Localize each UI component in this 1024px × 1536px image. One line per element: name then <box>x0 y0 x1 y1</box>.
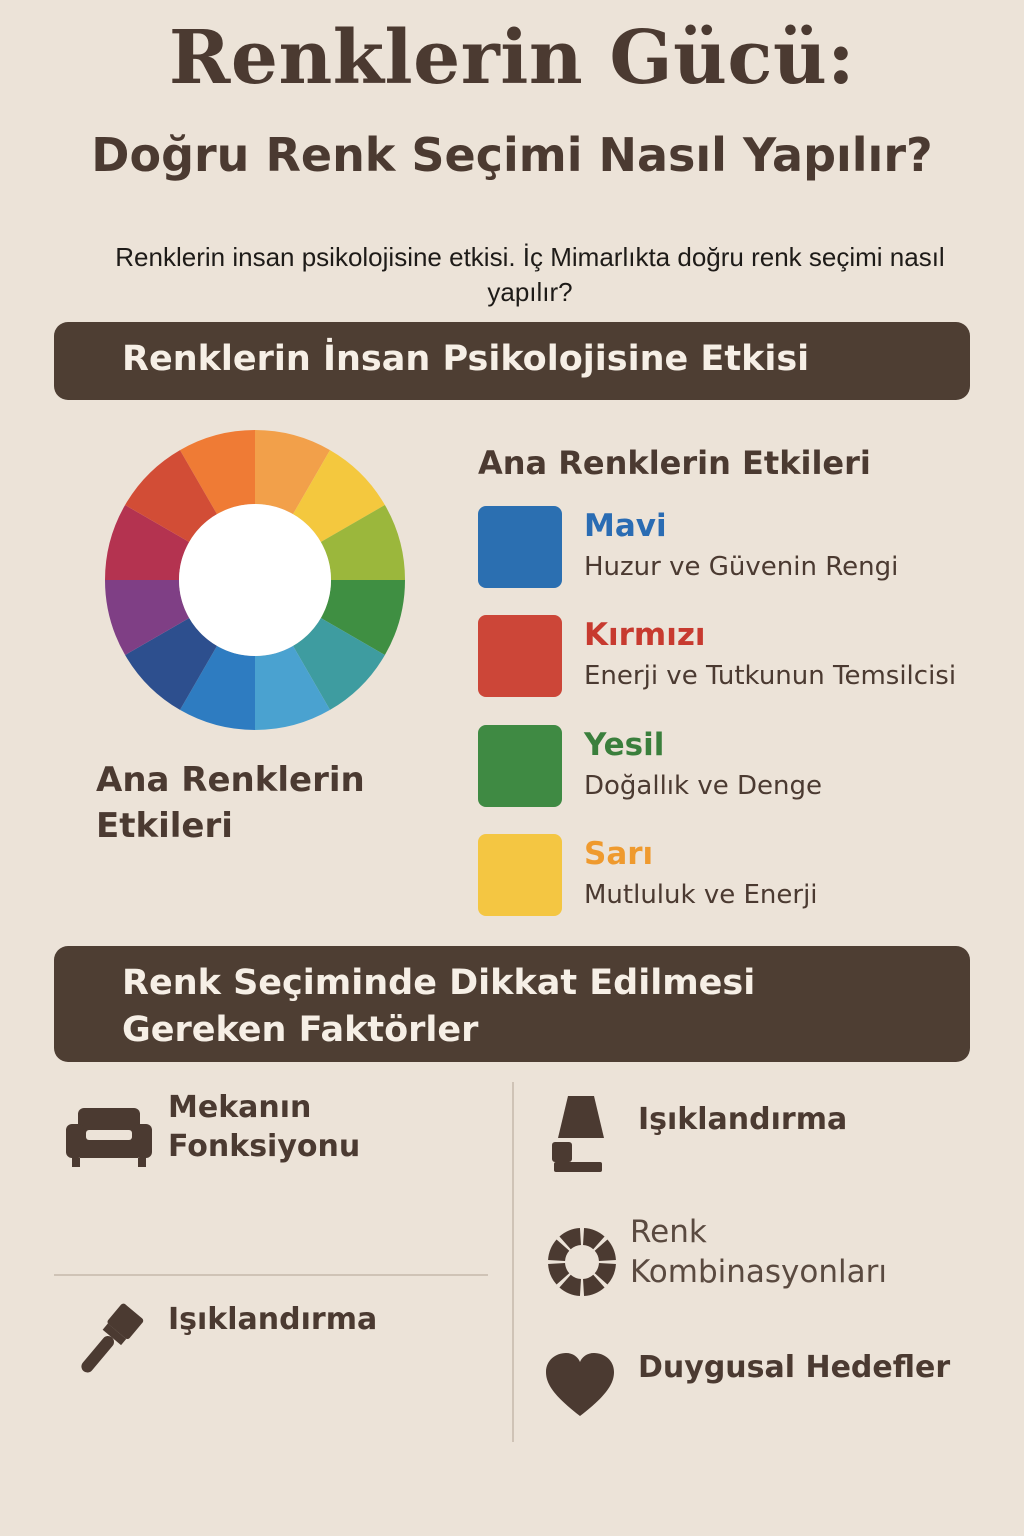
wheel-caption: Ana Renklerin Etkileri <box>96 760 365 846</box>
factor-space-function <box>168 1088 360 1166</box>
legend-item-green <box>478 725 998 809</box>
factor-lighting-left: Işıklandırma <box>168 1302 378 1337</box>
blue-swatch <box>478 506 562 588</box>
factor-space-line2: Fonksiyonu <box>168 1129 361 1164</box>
green-swatch <box>478 725 562 807</box>
legend-name: Yesil <box>584 727 665 763</box>
legend-desc: Huzur ve Güvenin Rengi <box>584 552 899 582</box>
sofa-icon <box>64 1104 154 1168</box>
color-wheel-icon <box>546 1226 618 1298</box>
factor-lighting-right: Işıklandırma <box>638 1102 848 1137</box>
yellow-swatch <box>478 834 562 916</box>
factor-space-line1: Mekanın <box>168 1090 312 1125</box>
row-divider <box>54 1274 488 1276</box>
section-banner-psychology <box>54 322 970 400</box>
factor-color-combinations <box>630 1212 887 1293</box>
legend-name: Sarı <box>584 836 654 872</box>
section-banner-factors <box>54 946 970 1062</box>
legend-desc: Mutluluk ve Enerji <box>584 880 818 910</box>
color-wheel-chart <box>104 429 406 731</box>
legend-item-blue <box>478 506 998 590</box>
legend-name: Mavi <box>584 508 667 544</box>
red-swatch <box>478 615 562 697</box>
section-banner-label: Renklerin İnsan Psikolojisine Etkisi <box>122 339 810 379</box>
section-banner-line2: Gereken Faktörler <box>122 1010 479 1051</box>
legend-desc: Enerji ve Tutkunun Temsilcisi <box>584 661 957 691</box>
legend-desc: Doğallık ve Denge <box>584 771 822 801</box>
paintbrush-icon <box>70 1302 146 1382</box>
intro-text: Renklerin insan psikolojisine etkisi. İç Mimarlıkta doğru renk seçimi nasıl yapılır? <box>115 242 945 308</box>
wheel-center <box>179 504 331 656</box>
factor-combo-line1: Renk <box>630 1214 707 1250</box>
legend-title: Ana Renklerin Etkileri <box>478 444 871 482</box>
legend-item-yellow <box>478 834 998 918</box>
factor-emotional-goals: Duygusal Hedefler <box>638 1350 951 1385</box>
section-banner-line1: Renk Seçiminde Dikkat Edilmesi <box>122 963 756 1003</box>
lamp-icon <box>546 1094 606 1174</box>
page-title: Renklerin Gücü: <box>168 15 856 101</box>
heart-icon <box>544 1352 616 1418</box>
column-divider <box>512 1082 514 1442</box>
page-subtitle: Doğru Renk Seçimi Nasıl Yapılır? <box>91 128 933 182</box>
legend-item-red <box>478 615 998 699</box>
factor-combo-line2: Kombinasyonları <box>630 1254 887 1291</box>
legend-name: Kırmızı <box>584 617 706 653</box>
